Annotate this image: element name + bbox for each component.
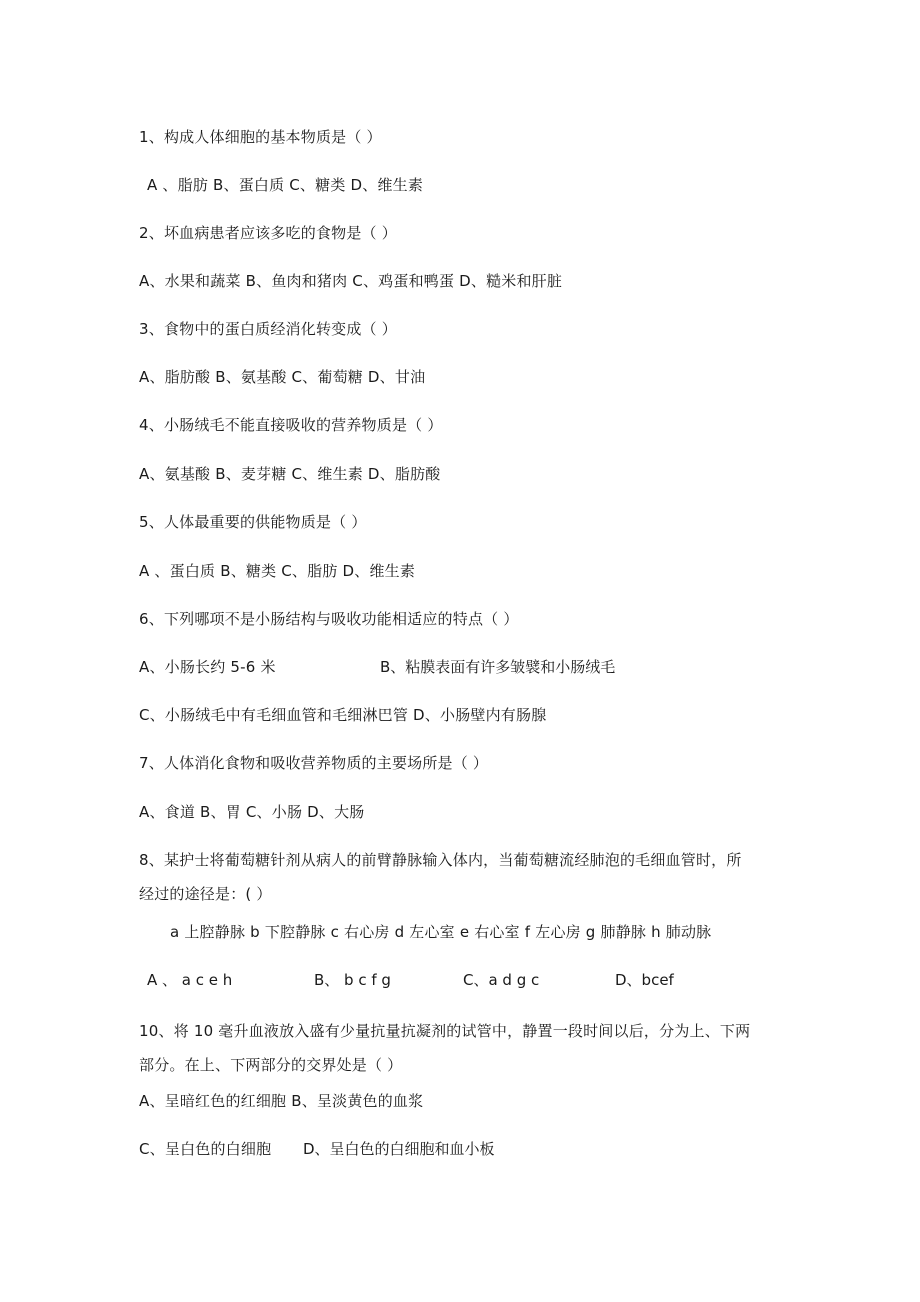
question-6-options-cd: C、小肠绒毛中有毛细血管和毛细淋巴管 D、小肠壁内有肠腺: [139, 706, 547, 724]
question-8-stem-line-1: 8、某护士将葡萄糖针剂从病人的前臂静脉输入体内，当葡萄糖流经肺泡的毛细血管时，所: [139, 851, 742, 869]
question-10-options-ab: A、呈暗红色的红细胞 B、呈淡黄色的血浆: [139, 1092, 424, 1110]
question-6-option-b: B、粘膜表面有许多皱襞和小肠绒毛: [380, 658, 616, 676]
question-8-option-b: B、 b c f g: [314, 971, 391, 989]
question-4-stem: 4、小肠绒毛不能直接吸收的营养物质是（ ）: [139, 416, 443, 434]
question-3-stem: 3、食物中的蛋白质经消化转变成（ ）: [139, 320, 397, 338]
question-10-stem-line-1: 10、将 10 毫升血液放入盛有少量抗量抗凝剂的试管中，静置一段时间以后，分为上、下两: [139, 1022, 751, 1040]
question-2-options: A、水果和蔬菜 B、鱼肉和猪肉 C、鸡蛋和鸭蛋 D、糙米和肝脏: [139, 272, 563, 290]
question-8-option-d: D、bcef: [615, 971, 674, 989]
question-8-stem-line-2: 经过的途径是：( ）: [139, 885, 272, 903]
question-3-options: A、脂肪酸 B、氨基酸 C、葡萄糖 D、甘油: [139, 368, 426, 386]
question-4-options: A、氨基酸 B、麦芽糖 C、维生素 D、脂肪酸: [139, 465, 441, 483]
question-6-stem: 6、下列哪项不是小肠结构与吸收功能相适应的特点（ ）: [139, 610, 519, 628]
question-10-option-c: C、呈白色的白细胞: [139, 1140, 272, 1158]
question-5-options: A 、蛋白质 B、糖类 C、脂肪 D、维生素: [139, 562, 416, 580]
question-1-options: A 、脂肪 B、蛋白质 C、糖类 D、维生素: [147, 176, 424, 194]
question-10-option-d: D、呈白色的白细胞和血小板: [303, 1140, 495, 1158]
question-10-stem-line-2: 部分。在上、下两部分的交界处是（ ）: [139, 1056, 403, 1074]
question-8-option-a: A 、 a c e h: [147, 971, 233, 989]
question-2-stem: 2、坏血病患者应该多吃的食物是（ ）: [139, 224, 397, 242]
question-8-items: a 上腔静脉 b 下腔静脉 c 右心房 d 左心室 e 右心室 f 左心房 g 肺静脉 h 肺动脉: [170, 923, 712, 941]
question-7-options: A、食道 B、胃 C、小肠 D、大肠: [139, 803, 365, 821]
question-8-option-c: C、a d g c: [463, 971, 540, 989]
question-1-stem: 1、构成人体细胞的基本物质是（ ）: [139, 128, 382, 146]
question-5-stem: 5、人体最重要的供能物质是（ ）: [139, 513, 367, 531]
question-6-option-a: A、小肠长约 5-6 米: [139, 658, 276, 676]
question-7-stem: 7、人体消化食物和吸收营养物质的主要场所是（ ）: [139, 754, 489, 772]
